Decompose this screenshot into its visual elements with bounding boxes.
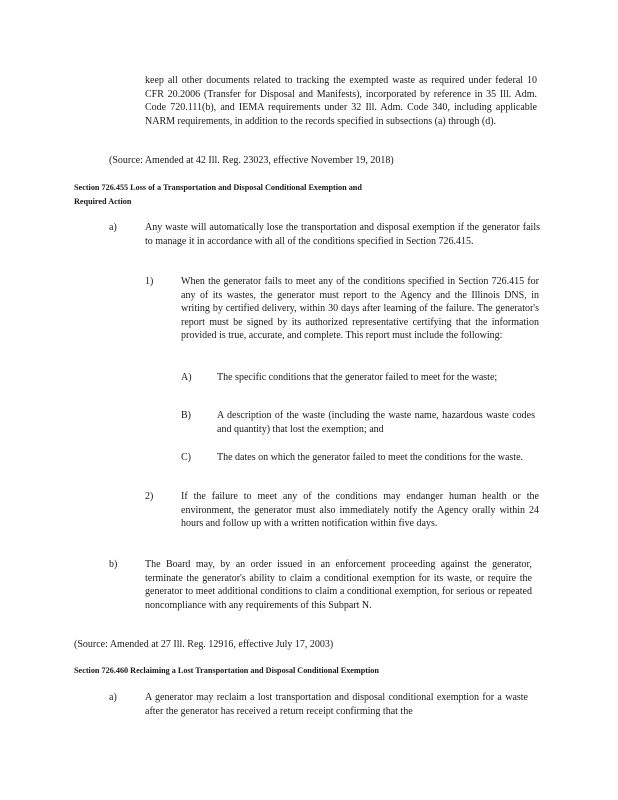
subsection-label-A: A) <box>181 372 192 383</box>
subsection-B-text: A description of the waste (including the waste name, hazardous waste codes and quantity) that lost the exemption; and <box>217 410 535 435</box>
section-460-label-a: a) <box>109 692 117 703</box>
subsection-label-B: B) <box>181 410 191 421</box>
subsection-label-b: b) <box>109 559 118 570</box>
section-726-455-heading <box>74 181 544 209</box>
section-726-460-heading: Section 726.460 Reclaiming a Lost Transportation and Disposal Conditional Exemption <box>74 666 379 675</box>
source-note-2: (Source: Amended at 27 Ill. Reg. 12916, effective July 17, 2003) <box>74 639 334 650</box>
subsection-b-text: The Board may, by an order issued in an enforcement proceeding against the generator, terminate the generator's ability to claim a conditional exemption for its waste, or require the generator to meet additional conditions to claim a conditional exemption, for serious or repeated noncompliance with any requirements of this Subpart N. <box>145 559 532 611</box>
subsection-a2-text: If the failure to meet any of the conditions may endanger human health or the environment, the generator must also immediately notify the Agency orally within 24 hours and follow up with a written notification within five days. <box>181 491 539 530</box>
continuation-paragraph: keep all other documents related to tracking the exempted waste as required under federal 10 CFR 20.2006 (Transfer for Disposal and Manifests), incorporated by reference in 35 Ill. Adm. Code 720.111(b), and IEMA requirements under 32 Ill. Adm. Code 340, including applicable NARM requirements, in addition to the records specified in subsections (a) through (d). <box>145 75 537 127</box>
subsection-C-text: The dates on which the generator failed to meet the conditions for the waste. <box>217 452 524 463</box>
source-note-1: (Source: Amended at 42 Ill. Reg. 23023, effective November 19, 2018) <box>109 155 394 166</box>
subsection-a1-text: When the generator fails to meet any of the conditions specified in Section 726.415 for any of its wastes, the generator must report to the Agency and the Illinois DNS, in writing by certified delivery, within 30 days after learning of the failure. The generator's report must be signed by its authorized representative certifying that the information provided is true, accurate, and complete. This report must include the following: <box>181 276 539 342</box>
section-heading-line1: Section 726.455 Loss of a Transportation and Disposal Conditional Exemption and <box>74 183 362 192</box>
subsection-label-a2: 2) <box>145 491 154 502</box>
subsection-label-a: a) <box>109 222 117 233</box>
subsection-label-C: C) <box>181 452 191 463</box>
section-heading-line2: Required Action <box>74 197 132 206</box>
section-460-a-text: A generator may reclaim a lost transportation and disposal conditional exemption for a waste after the generator has received a return receipt confirming that the <box>145 692 528 717</box>
subsection-label-a1: 1) <box>145 276 154 287</box>
subsection-A-text: The specific conditions that the generator failed to meet for the waste; <box>217 372 498 383</box>
subsection-a-text: Any waste will automatically lose the transportation and disposal exemption if the generator fails to manage it in accordance with all of the conditions specified in Section 726.415. <box>145 222 540 247</box>
